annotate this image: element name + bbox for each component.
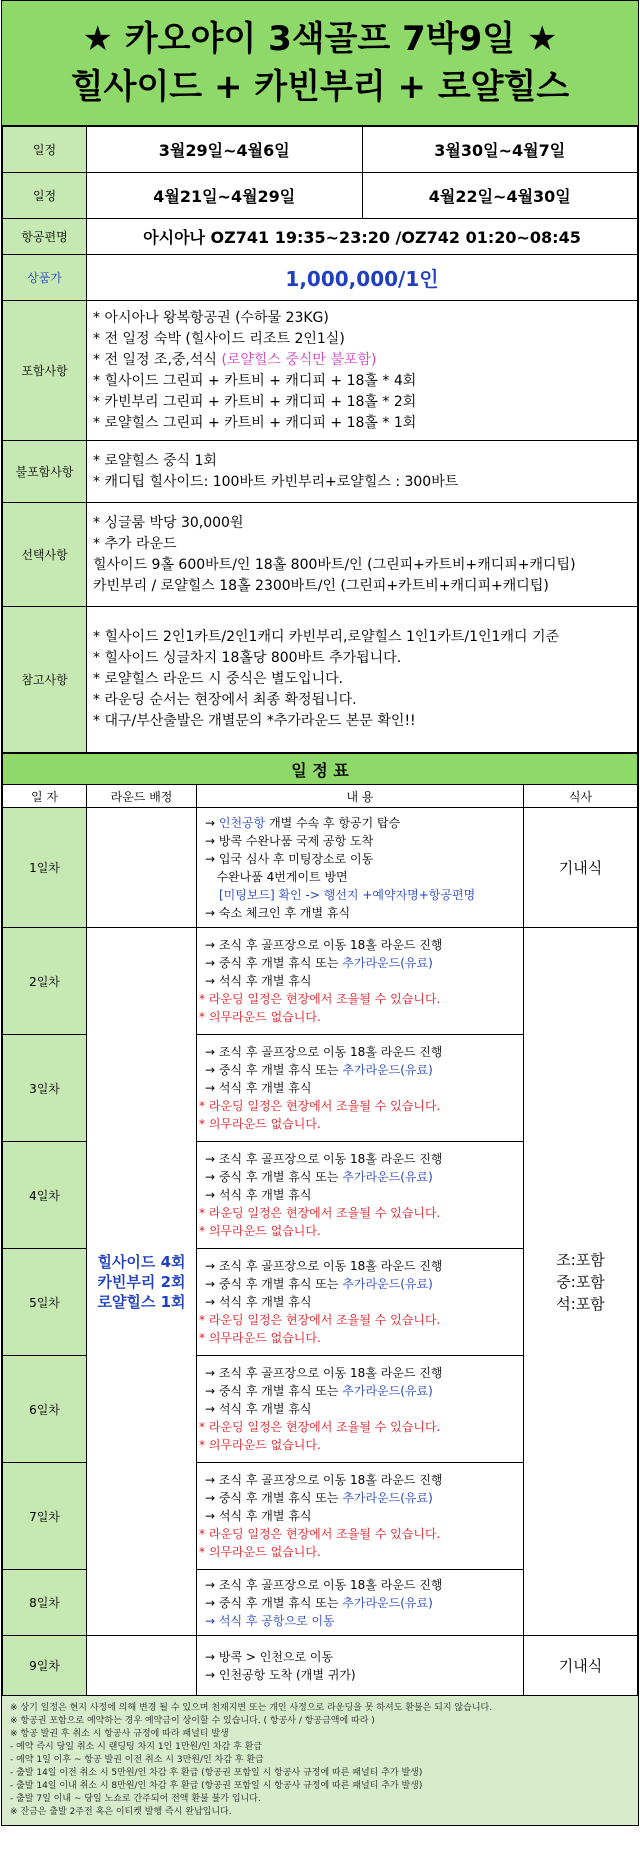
- date-1a: 3월29일~4월6일: [87, 127, 363, 173]
- day8-content: → 조식 후 골프장으로 이동 18홀 라운드 진행 → 중식 후 개별 휴식 또는 추가라운드(유료) → 석식 후 공항으로 이동: [197, 1570, 524, 1636]
- schedule-title: 일 정 표: [3, 754, 638, 785]
- included-note: (로얄힐스 중식만 불포함): [221, 351, 377, 368]
- reference-label: 참고사항: [3, 607, 87, 753]
- meal-day9: 기내식: [523, 1636, 637, 1696]
- tour-title: [2, 1, 638, 126]
- golf-day-content: → 조식 후 골프장으로 이동 18홀 라운드 진행 → 중식 후 개별 휴식 또는 추가라운드(유료) → 석식 후 개별 휴식 * 라운딩 일정은 현장에서 조율될 수 있습니다. * 의무라운드 없습니다.: [197, 928, 524, 1035]
- golf-day-content: → 조식 후 골프장으로 이동 18홀 라운드 진행 → 중식 후 개별 휴식 또는 추가라운드(유료) → 석식 후 개별 휴식 * 라운딩 일정은 현장에서 조율될 수 있습니다. * 의무라운드 없습니다.: [197, 1142, 524, 1249]
- day-label: 8일차: [3, 1570, 87, 1636]
- day-label: 7일차: [3, 1463, 87, 1570]
- day1-line: 수완나품 4번게이트 방면: [205, 869, 348, 884]
- included-item: * 힐사이드 그린피 + 카트비 + 캐디피 + 18홀 * 4회: [93, 372, 417, 389]
- day1-line: [미팅보드] 확인 -> 행선지 +예약자명+항공편명: [219, 887, 476, 902]
- price-label: 상품가: [3, 255, 87, 301]
- col-day: 일 자: [3, 785, 87, 808]
- day-label: 1일차: [3, 808, 87, 928]
- price-value: 1,000,000/1인: [87, 255, 638, 301]
- golf-day-content: → 조식 후 골프장으로 이동 18홀 라운드 진행 → 중식 후 개별 휴식 또는 추가라운드(유료) → 석식 후 개별 휴식 * 라운딩 일정은 현장에서 조율될 수 있습니다. * 의무라운드 없습니다.: [197, 1463, 524, 1570]
- date-2a: 4월21일~4월29일: [87, 173, 363, 219]
- excluded-label: 불포함사항: [3, 441, 87, 503]
- tour-title-line1: ★ 카오야이 3색골프 7박9일 ★: [82, 19, 558, 59]
- note-line: ※ 항공권 포함으로 예약하는 경우 예약금이 상이할 수 있습니다. ( 항공사 / 항공금액에 따라 ): [10, 1716, 375, 1726]
- note-line: - 출발 7일 이내 ~ 당일 노쇼로 간주되어 전액 환불 불가 입니다.: [10, 1794, 261, 1804]
- golf-day-content: → 조식 후 골프장으로 이동 18홀 라운드 진행 → 중식 후 개별 휴식 또는 추가라운드(유료) → 석식 후 개별 휴식 * 라운딩 일정은 현장에서 조율될 수 있습니다. * 의무라운드 없습니다.: [197, 1249, 524, 1356]
- included-item: * 전 일정 숙박 (힐사이드 리조트 2인1실): [93, 330, 345, 347]
- round-cell-empty: [87, 808, 197, 928]
- col-round: 라운드 배정: [87, 785, 197, 808]
- meal-included: 조:포함 중:포함 석:포함: [523, 928, 637, 1636]
- flight-label: 항공편명: [3, 219, 87, 255]
- golf-day-content: → 조식 후 골프장으로 이동 18홀 라운드 진행 → 중식 후 개별 휴식 또는 추가라운드(유료) → 석식 후 개별 휴식 * 라운딩 일정은 현장에서 조율될 수 있습니다. * 의무라운드 없습니다.: [197, 1035, 524, 1142]
- col-meal: 식사: [523, 785, 637, 808]
- day1-line: → 방콕 수완나품 국제 공항 도착: [205, 833, 374, 848]
- day1-line: → 입국 심사 후 미팅장소로 이동: [205, 851, 374, 866]
- day-label: 3일차: [3, 1035, 87, 1142]
- schedule-label: 일정: [3, 127, 87, 173]
- schedule-table: [2, 753, 638, 1696]
- notes-section: [2, 1696, 638, 1825]
- schedule-label: 일정: [3, 173, 87, 219]
- tour-page: [1, 0, 639, 1826]
- day-label: 4일차: [3, 1142, 87, 1249]
- included-item: * 아시아나 왕복항공권 (수하물 23KG): [93, 309, 329, 326]
- optional-item: 힐사이드 9홀 600바트/인 18홀 800바트/인 (그린피+카트비+캐디피+캐디팁): [93, 556, 576, 573]
- day1-content: [197, 808, 524, 928]
- reference-item: * 힐사이드 싱글차지 18홀당 800바트 추가됩니다.: [93, 650, 402, 666]
- day9-content: → 방콕 > 인천으로 이동 → 인천공항 도착 (개별 귀가): [197, 1636, 524, 1696]
- meal-day1: 기내식: [523, 808, 637, 928]
- reference-item: * 라운딩 순서는 현장에서 최종 확정됩니다.: [93, 692, 357, 708]
- note-line: ※ 잔금은 출발 2주전 혹은 이티켓 발행 즉시 완납입니다.: [10, 1807, 232, 1817]
- tour-title-line2: 힐사이드 + 카빈부리 + 로얄힐스: [70, 67, 570, 107]
- day1-line: → 숙소 체크인 후 개별 휴식: [205, 905, 351, 920]
- excluded-item: * 로얄힐스 중식 1회: [93, 452, 217, 469]
- included-item: * 로얄힐스 그린피 + 카트비 + 캐디피 + 18홀 * 1회: [93, 414, 417, 431]
- note-line: - 예약 즉시 당일 취소 시 랜딩팅 차지 1인 1만원/인 차감 후 환급: [10, 1742, 263, 1752]
- included-label: 포함사항: [3, 301, 87, 441]
- excluded-list: [87, 441, 638, 503]
- optional-label: 선택사항: [3, 503, 87, 607]
- day1-line: → 인천공항 개별 수속 후 항공기 탑승: [205, 815, 401, 830]
- golf-day-content: → 조식 후 골프장으로 이동 18홀 라운드 진행 → 중식 후 개별 휴식 또는 추가라운드(유료) → 석식 후 개별 휴식 * 라운딩 일정은 현장에서 조율될 수 있습니다. * 의무라운드 없습니다.: [197, 1356, 524, 1463]
- round-assignment: 힐사이드 4회 카빈부리 2회 로얄힐스 1회: [87, 928, 197, 1636]
- reference-item: * 로얄힐스 라운드 시 중식은 별도입니다.: [93, 671, 344, 687]
- flight-info: 아시아나 OZ741 19:35~23:20 /OZ742 01:20~08:45: [87, 219, 638, 255]
- day-label: 6일차: [3, 1356, 87, 1463]
- optional-item: 카빈부리 / 로얄힐스 18홀 2300바트/인 (그린피+카트비+캐디피+캐디팁): [93, 577, 549, 594]
- optional-list: [87, 503, 638, 607]
- note-line: - 예약 1일 이후 ~ 항공 발권 이전 취소 시 3만원/인 차감 후 환급: [10, 1755, 264, 1765]
- reference-list: [87, 607, 638, 753]
- info-table: [2, 126, 638, 753]
- day-label: 5일차: [3, 1249, 87, 1356]
- included-list: [87, 301, 638, 441]
- included-item: * 카빈부리 그린피 + 카트비 + 캐디피 + 18홀 * 2회: [93, 393, 417, 410]
- round-cell-empty: [87, 1636, 197, 1696]
- reference-item: * 힐사이드 2인1카트/2인1캐디 카빈부리,로얄힐스 1인1카트/1인1캐디 기준: [93, 629, 560, 645]
- excluded-item: * 캐디팁 힐사이드: 100바트 카빈부리+로얄힐스 : 300바트: [93, 473, 459, 490]
- date-2b: 4월22일~4월30일: [362, 173, 638, 219]
- date-1b: 3월30일~4월7일: [362, 127, 638, 173]
- optional-item: * 싱글룸 박당 30,000원: [93, 514, 244, 531]
- day-label: 2일차: [3, 928, 87, 1035]
- included-item: * 전 일정 조,중,석식 (로얄힐스 중식만 불포함): [93, 351, 377, 368]
- reference-item: * 대구/부산출발은 개별문의 *추가라운드 본문 확인!!: [93, 713, 416, 729]
- note-line: ※ 항공 발권 후 취소 시 항공사 규정에 따라 패널티 발생: [10, 1729, 229, 1739]
- note-line: ※ 상기 일정은 현지 사정에 의해 변경 될 수 있으며 천재지변 또는 개인 사정으로 라운딩을 못 하셔도 환불은 되지 않습니다.: [10, 1703, 493, 1713]
- day-label: 9일차: [3, 1636, 87, 1696]
- note-line: - 출발 14일 이내 취소 시 8만원/인 차감 후 환급 (항공권 포함일 시 항공사 규정에 따른 패널티 추가 발생): [10, 1781, 423, 1791]
- note-line: - 출발 14일 이전 취소 시 5만원/인 차감 후 환급 (항공권 포함일 시 항공사 규정에 따른 패널티 추가 발생): [10, 1768, 423, 1778]
- optional-item: * 추가 라운드: [93, 535, 177, 552]
- col-content: 내 용: [197, 785, 524, 808]
